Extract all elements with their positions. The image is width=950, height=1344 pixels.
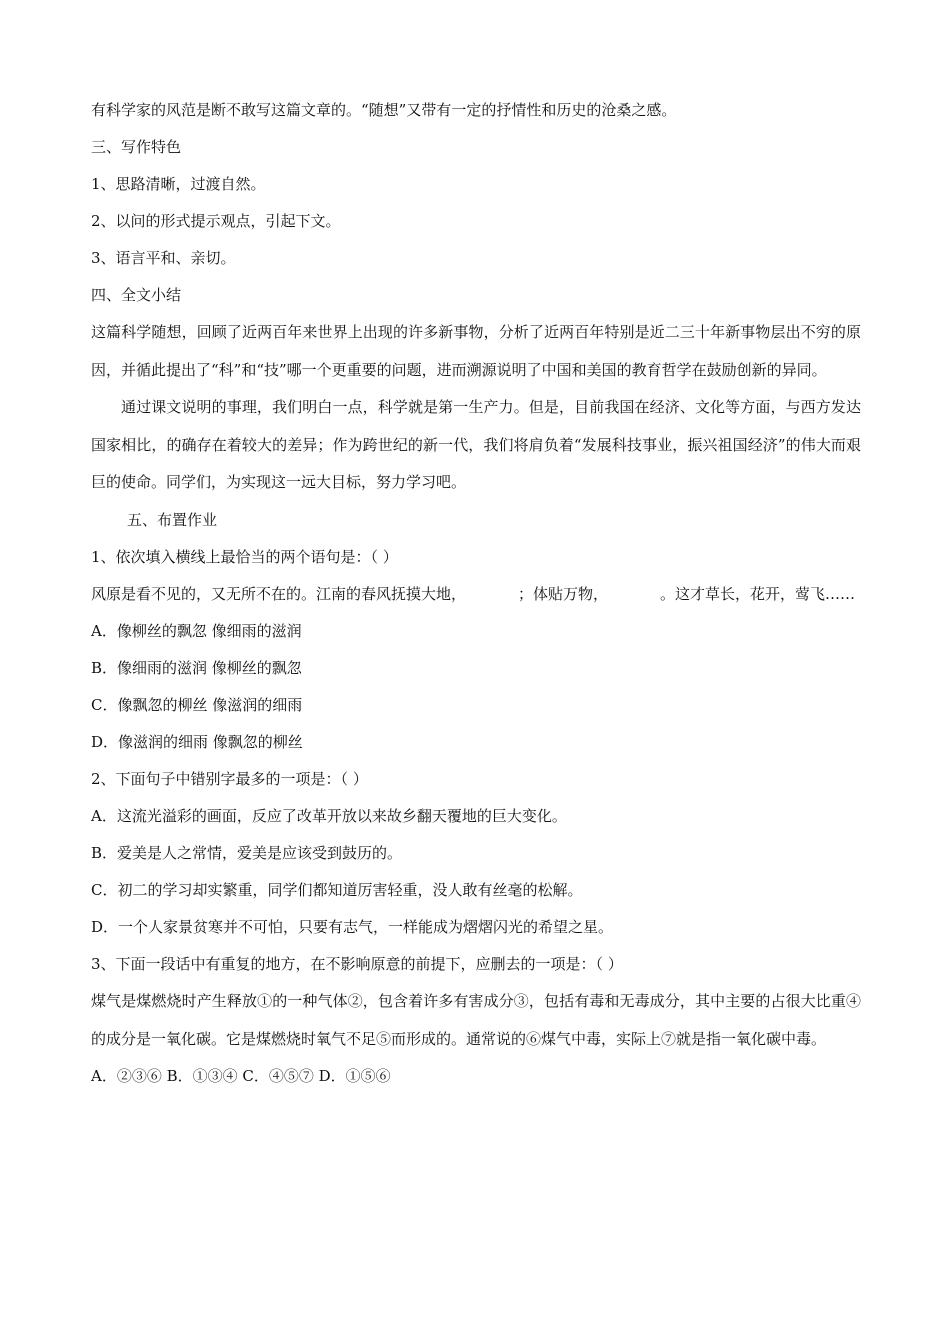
question-text [91, 576, 861, 614]
answer-option: B．像细雨的滋润 像柳丝的飘忽 [91, 659, 302, 677]
question-text: 煤气是煤燃烧时产生释放①的一种气体②，包含着许多有害成分③，包括有毒和无毒成分，其中主要的占很大比重④的成分是一氧化碳。它是煤燃烧时氧气不足⑤而形成的。通常说的⑥煤气中毒，实际上⑦就是指一氧化碳中毒。 [91, 992, 861, 1048]
answer-option: C．初二的学习却实繁重，同学们都知道厉害轻重，没人敢有丝毫的松解。 [91, 881, 583, 899]
question-text-part: ；体贴万物， [518, 584, 609, 603]
answer-option: B．爱美是人之常情，爱美是应该受到鼓历的。 [91, 844, 403, 862]
answer-option: C．像飘忽的柳丝 像滋润的细雨 [91, 696, 303, 714]
question-text-part: 。这才草长，花开，莺飞…… [660, 584, 856, 603]
answer-option: D．像滋润的细雨 像飘忽的柳丝 [91, 733, 303, 751]
question: 3、下面一段话中有重复的地方，在不影响原意的前提下，应删去的一项是：（ ） [91, 955, 623, 973]
answer-options: A．②③⑥ B．①③④ C．④⑤⑦ D．①⑤⑥ [91, 1067, 391, 1085]
summary-paragraph: 这篇科学随想，回顾了近两百年来世界上出现的许多新事物，分析了近两百年特别是近二三十年新事物层出不穷的原因，并循此提出了“科”和“技”哪一个更重要的问题，进而溯源说明了中国和美国的教育哲学在鼓励创新的异同。 [91, 323, 861, 379]
answer-option: D．一个人家景贫寒并不可怕，只要有志气，一样能成为熠熠闪光的希望之星。 [91, 918, 614, 936]
list-item: 3、语言平和、亲切。 [91, 249, 236, 267]
list-item: 1、思路清晰，过渡自然。 [91, 175, 266, 193]
text-line: 有科学家的风范是断不敢写这篇文章的。“随想”又带有一定的抒情性和历史的沧桑之感。 [91, 101, 677, 119]
answer-option: A．像柳丝的飘忽 像细雨的滋润 [91, 622, 302, 640]
question-text-part: 风原是看不见的，又无所不在的。江南的春风抚摸大地， [91, 584, 467, 603]
section-heading: 三、写作特色 [91, 138, 182, 156]
list-item: 2、以问的形式提示观点，引起下文。 [91, 212, 341, 230]
question: 1、依次填入横线上最恰当的两个语句是：（ ） [91, 547, 398, 566]
section-heading: 四、全文小结 [91, 286, 182, 304]
summary-paragraph: 通过课文说明的事理，我们明白一点，科学就是第一生产力。但是，目前我国在经济、文化等方面，与西方发达国家相比，的确存在着较大的差异；作为跨世纪的新一代，我们将肩负着“发展科技事业，振兴祖国经济”的伟大而艰巨的使命。同学们，为实现这一远大目标，努力学习吧。 [91, 398, 861, 491]
question: 2、下面句子中错别字最多的一项是：（ ） [91, 770, 368, 788]
document-page [91, 92, 861, 1095]
section-heading: 五、布置作业 [127, 510, 218, 529]
answer-option: A．这流光溢彩的画面，反应了改革开放以来故乡翻天覆地的巨大变化。 [91, 807, 567, 825]
